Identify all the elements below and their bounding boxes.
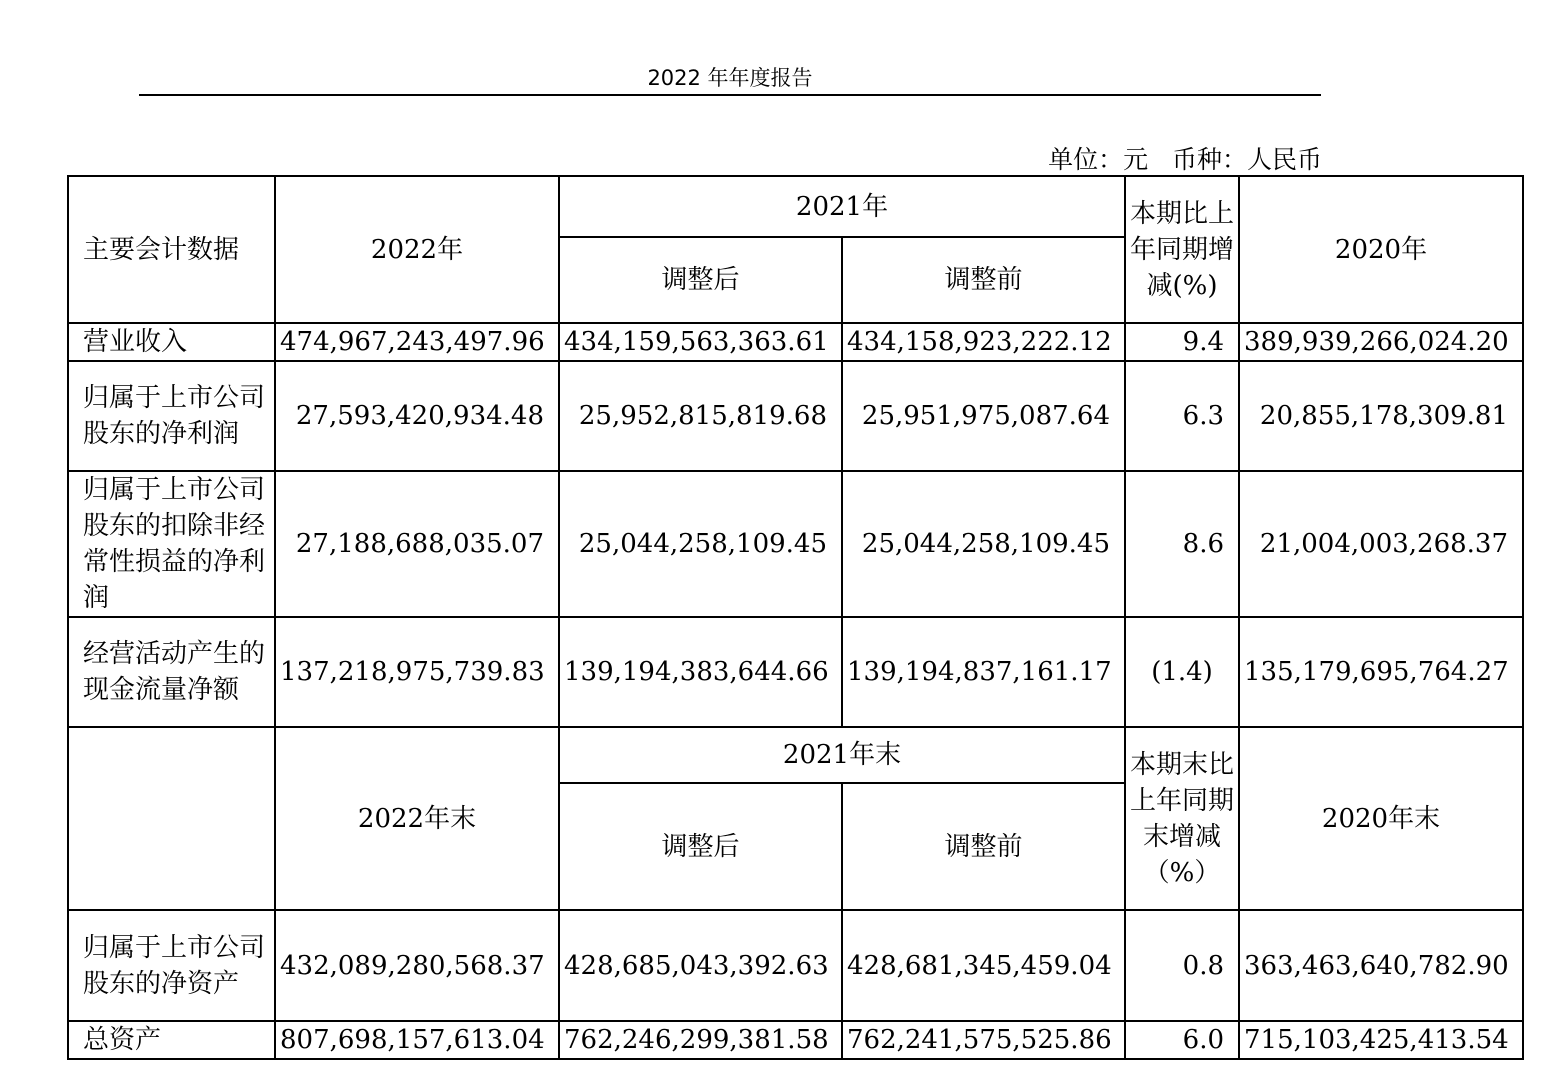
cell-2022: 27,188,688,035.07: [275, 471, 559, 617]
cell-2020: 389,939,266,024.20: [1239, 323, 1523, 361]
cell-2020: 363,463,640,782.90: [1239, 910, 1523, 1021]
key-accounting-data-table: [67, 175, 1524, 1060]
cell-adjusted-after: 25,044,258,109.45: [559, 471, 842, 617]
cell-change: 0.8: [1125, 910, 1239, 1021]
header-adjusted-before: 调整前: [842, 237, 1125, 323]
table-row: [68, 361, 1523, 471]
table-row: [68, 617, 1523, 727]
cell-adjusted-after: 434,159,563,363.61: [559, 323, 842, 361]
header-divider: [139, 94, 1321, 96]
table-row: [68, 1021, 1523, 1059]
cell-adjusted-after: 25,952,815,819.68: [559, 361, 842, 471]
row-label: 归属于上市公司股东的净资产: [68, 910, 275, 1021]
cell-2022: 137,218,975,739.83: [275, 617, 559, 727]
row-label: 经营活动产生的现金流量净额: [68, 617, 275, 727]
cell-change: 8.6: [1125, 471, 1239, 617]
cell-adjusted-after: 139,194,383,644.66: [559, 617, 842, 727]
cell-adjusted-before: 428,681,345,459.04: [842, 910, 1125, 1021]
cell-change: 6.0: [1125, 1021, 1239, 1059]
cell-change: (1.4): [1125, 617, 1239, 727]
cell-2022: 432,089,280,568.37: [275, 910, 559, 1021]
header-2020-end: 2020年末: [1239, 727, 1523, 910]
row-label: 归属于上市公司股东的扣除非经常性损益的净利润: [68, 471, 275, 617]
row-label: 归属于上市公司股东的净利润: [68, 361, 275, 471]
cell-adjusted-before: 25,044,258,109.45: [842, 471, 1125, 617]
cell-adjusted-before: 434,158,923,222.12: [842, 323, 1125, 361]
header-adjusted-after: 调整后: [559, 783, 842, 910]
header-adjusted-after: 调整后: [559, 237, 842, 323]
cell-adjusted-before: 139,194,837,161.17: [842, 617, 1125, 727]
cell-2022: 807,698,157,613.04: [275, 1021, 559, 1059]
row-label: 总资产: [68, 1021, 275, 1059]
cell-2020: 135,179,695,764.27: [1239, 617, 1523, 727]
table-row: [68, 323, 1523, 361]
report-title: 2022 年年度报告: [647, 66, 813, 90]
row-label: 营业收入: [68, 323, 275, 361]
cell-2022: 27,593,420,934.48: [275, 361, 559, 471]
header-col-label: 主要会计数据: [68, 176, 275, 323]
cell-adjusted-after: 428,685,043,392.63: [559, 910, 842, 1021]
table-row: [68, 471, 1523, 617]
cell-2020: 715,103,425,413.54: [1239, 1021, 1523, 1059]
header-col-label-empty: [68, 727, 275, 910]
header-2022-end: 2022年末: [275, 727, 559, 910]
currency-label: 币种：人民币: [1171, 145, 1322, 174]
table-row: [68, 910, 1523, 1021]
cell-adjusted-before: 25,951,975,087.64: [842, 361, 1125, 471]
header-row: [68, 176, 1523, 237]
header-2021: 2021年: [559, 176, 1125, 237]
header-2021-end: 2021年末: [559, 727, 1125, 783]
header-change: 本期比上年同期增减(%): [1125, 176, 1239, 323]
cell-change: 6.3: [1125, 361, 1239, 471]
cell-2022: 474,967,243,497.96: [275, 323, 559, 361]
cell-adjusted-after: 762,246,299,381.58: [559, 1021, 842, 1059]
header-2022: 2022年: [275, 176, 559, 323]
unit-currency-line: [1048, 140, 1322, 176]
cell-2020: 21,004,003,268.37: [1239, 471, 1523, 617]
header-2020: 2020年: [1239, 176, 1523, 323]
header-adjusted-before: 调整前: [842, 783, 1125, 910]
unit-label: 单位：元: [1048, 145, 1149, 174]
cell-change: 9.4: [1125, 323, 1239, 361]
header-change-end: 本期末比上年同期末增减（%）: [1125, 727, 1239, 910]
cell-2020: 20,855,178,309.81: [1239, 361, 1523, 471]
header-row: [68, 727, 1523, 783]
cell-adjusted-before: 762,241,575,525.86: [842, 1021, 1125, 1059]
